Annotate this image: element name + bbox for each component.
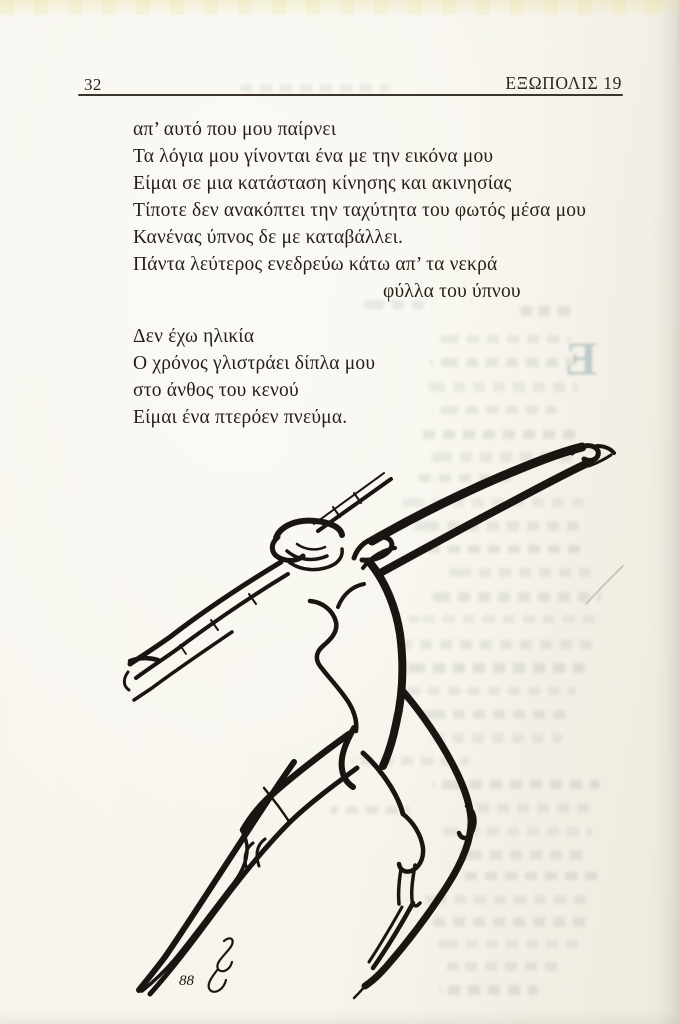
bleedthrough-smudge [428, 452, 576, 462]
bleedthrough-smudge [432, 917, 590, 927]
figure-spear-line [314, 473, 391, 531]
bleedthrough-dropcap: Ε [565, 333, 598, 386]
poem-line: Τα λόγια μου γίνονται ένα με την εικόνα μου [133, 146, 494, 167]
poem [133, 116, 633, 431]
poem-line: Είμαι ένα πτερόεν πνεύμα. [133, 407, 348, 428]
bleedthrough-smudge [352, 757, 470, 765]
artist-signature [179, 938, 233, 991]
bleedthrough-smudge [330, 806, 410, 814]
poem-line: Τίποτε δεν ανακόπτει την ταχύτητα του φωτός μέσα μου [133, 200, 587, 221]
bleedthrough-smudge [422, 710, 572, 719]
bleedthrough-smudge [418, 474, 518, 482]
bleedthrough-smudge [422, 895, 590, 904]
bleedthrough-smudge [402, 498, 592, 507]
bleedthrough-smudge [436, 940, 584, 948]
poem-line: στο άνθος του κενού [133, 380, 299, 401]
bleedthrough-smudge [432, 733, 562, 743]
bleedthrough-smudge [420, 430, 580, 439]
bleedthrough-smudge [432, 780, 600, 789]
bleedthrough-smudge [408, 615, 603, 623]
bleedthrough-smudge [456, 850, 586, 860]
figure-left-arm [124, 562, 288, 700]
figure-right-arm [372, 446, 614, 572]
figure-head [272, 521, 342, 570]
poem-line: Κανένας ύπνος δε με καταβάλλει. [133, 227, 404, 248]
poem-line: Είμαι σε μια κατάσταση κίνησης και ακινησίας [133, 173, 512, 194]
header-rule [78, 94, 623, 96]
poem-line: απ’ αυτό που μου παίρνει [133, 119, 337, 140]
bleedthrough-smudge [442, 827, 592, 836]
figure-left-leg [139, 734, 357, 994]
bleedthrough-smudge [470, 803, 590, 813]
scan-tint-band [0, 0, 679, 15]
page-number: 32 [84, 75, 102, 94]
bleedthrough-smudge [446, 962, 564, 971]
figure-torso [310, 564, 402, 787]
bleedthrough-stroke [586, 566, 623, 604]
poem-line: Ο χρόνος γλιστράει δίπλα μου [133, 353, 376, 374]
bleedthrough-smudge [400, 663, 585, 673]
signature-year: 88 [179, 973, 194, 989]
stanza-gap [133, 305, 633, 323]
bleedthrough-smudge [440, 985, 538, 995]
bleedthrough-smudge [432, 592, 602, 602]
poem-line-indented: φύλλα του ύπνου [383, 281, 521, 302]
bleedthrough-smudge [420, 545, 582, 553]
poem-line: Δεν έχω ηλικία [133, 326, 255, 347]
bleedthrough-smudge [462, 872, 600, 880]
bleedthrough-smudge [396, 640, 596, 649]
figure-right-leg [354, 689, 474, 998]
bleedthrough-smudge [406, 687, 576, 695]
poem-line: Πάντα λεύτερος ενεδρεύω κάτω απ’ τα νεκρά [133, 254, 498, 275]
bleedthrough-smudge [442, 568, 592, 577]
journal-title: ΕΞΩΠΟΛΙΣ 19 [505, 73, 622, 93]
bleedthrough-smudge [408, 521, 580, 531]
figure-shoulder [354, 537, 395, 568]
bleedthrough-smudge [240, 84, 390, 92]
